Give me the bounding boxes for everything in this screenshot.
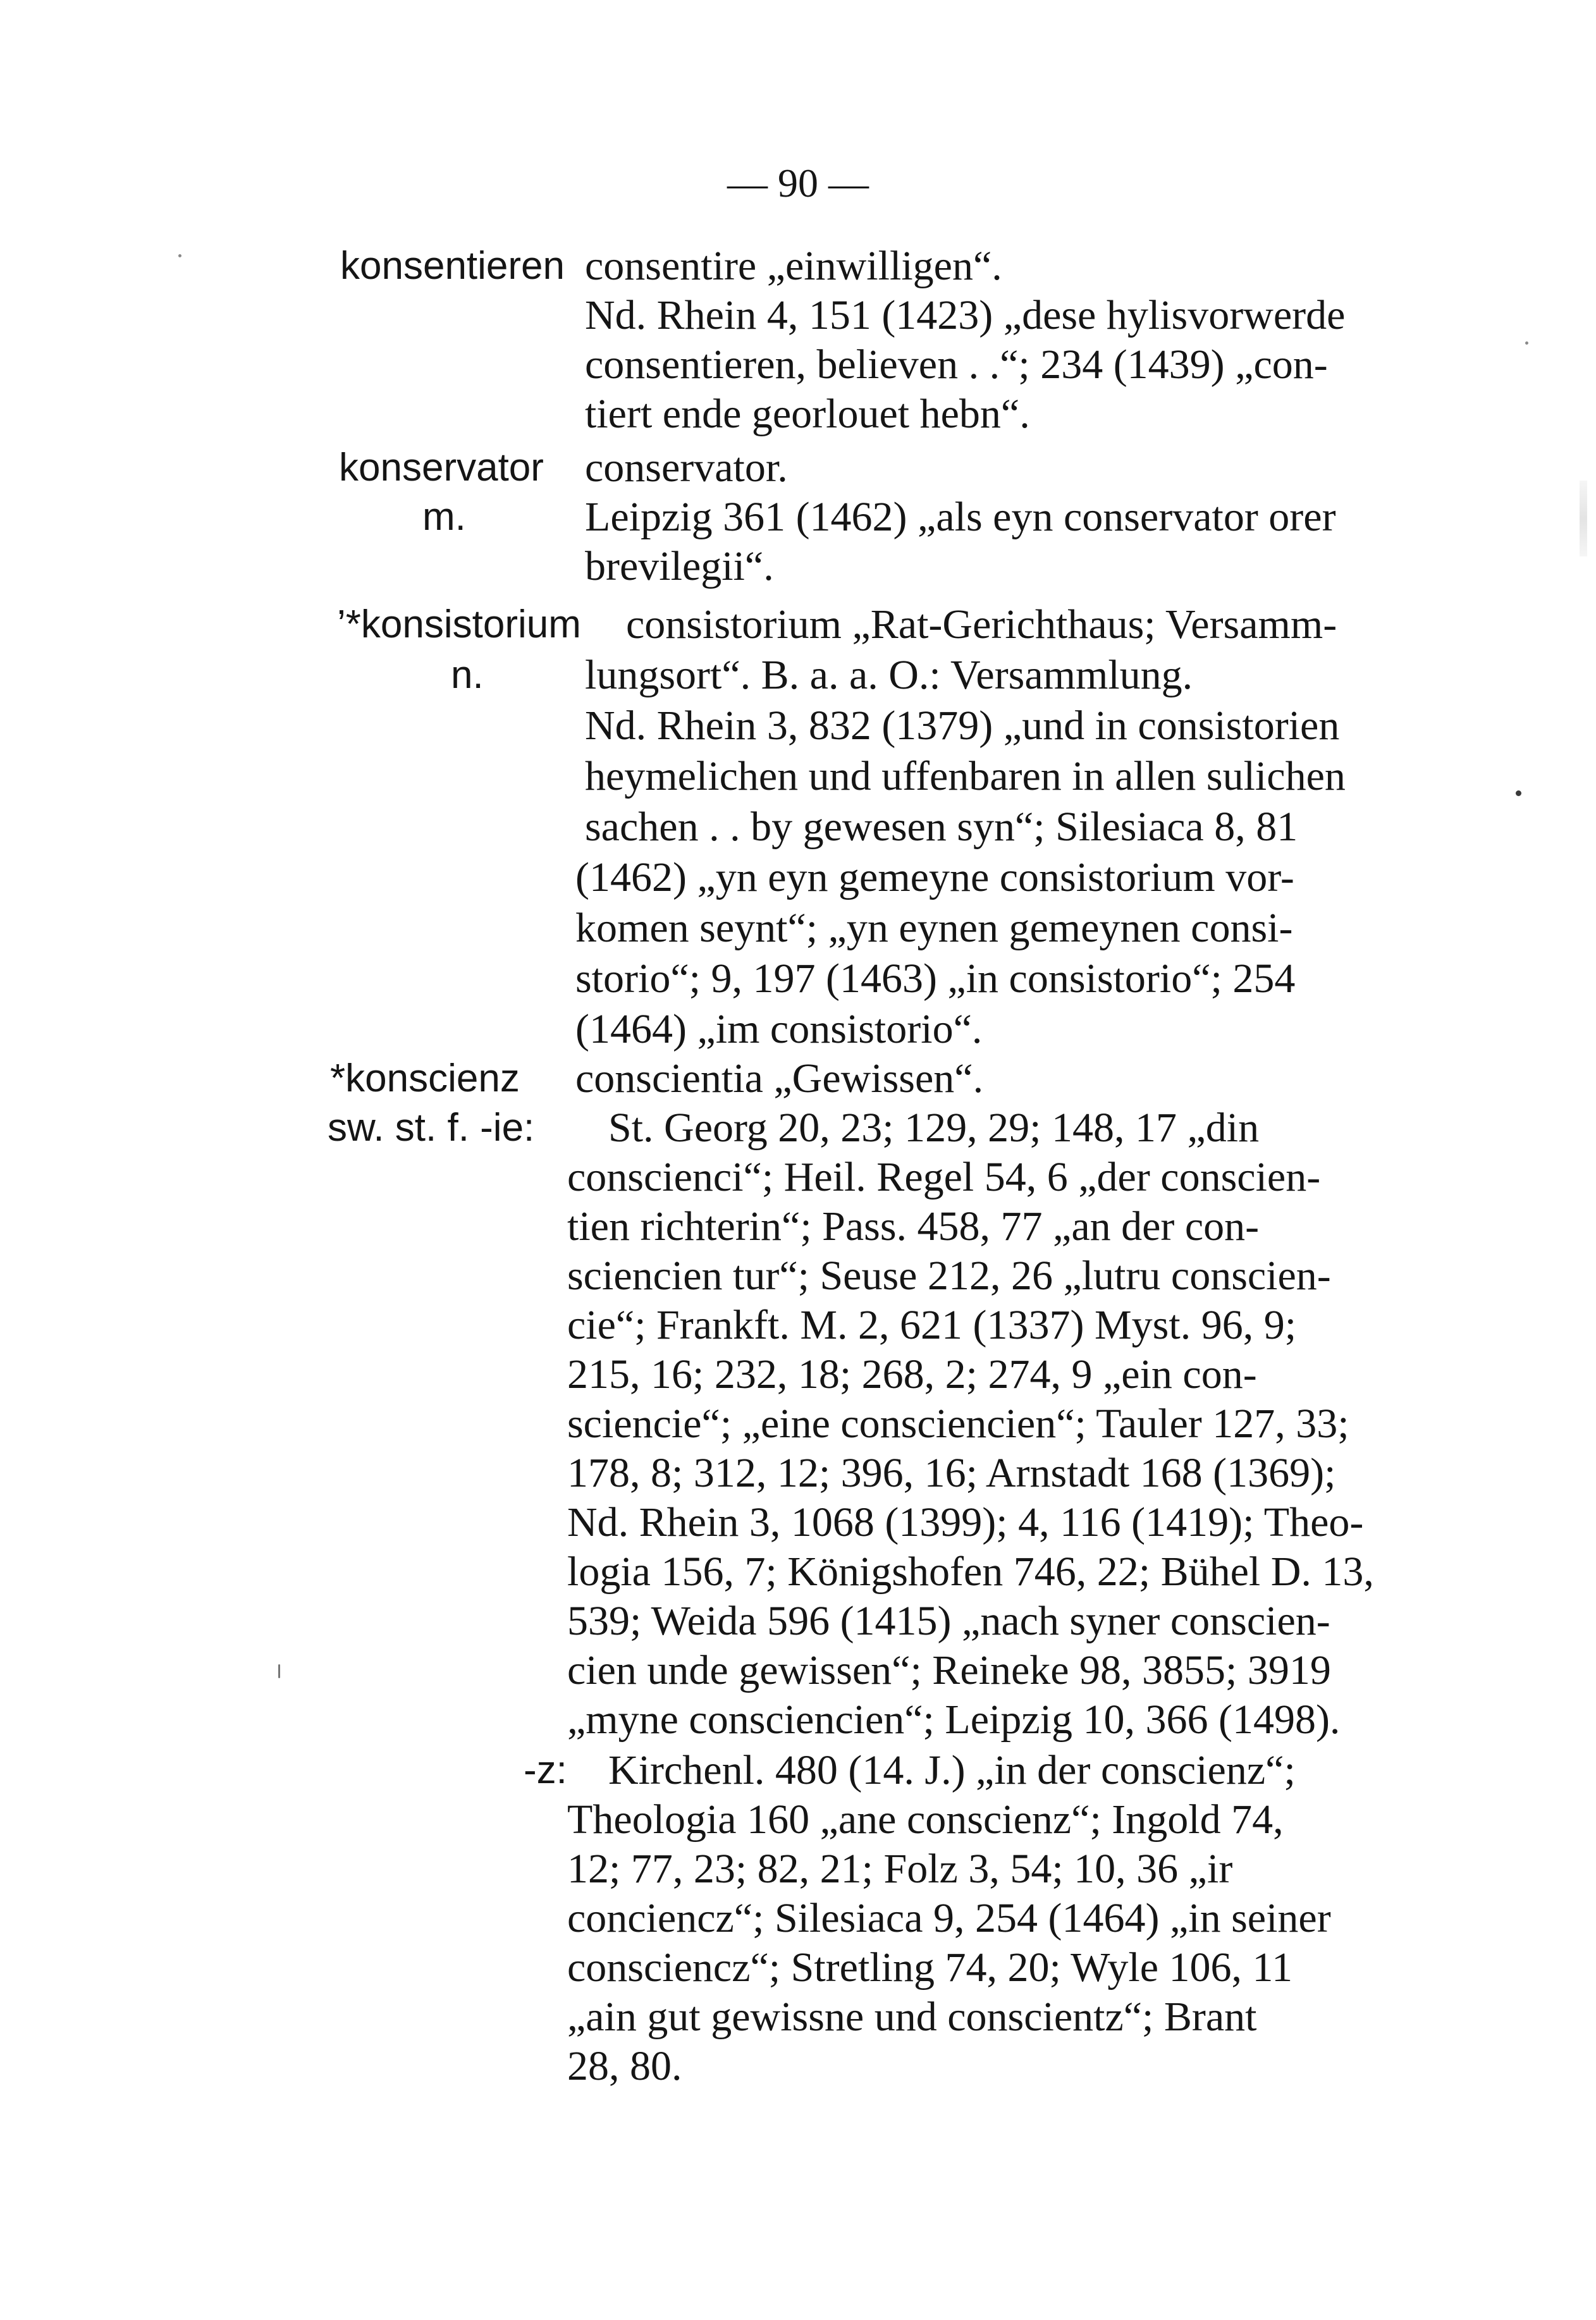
citation-line: sciencien tur“; Seuse 212, 26 „lutru conscien-: [567, 1253, 1331, 1299]
citation-line: 539; Weida 596 (1415) „nach syner conscien-: [567, 1598, 1330, 1644]
citation-line: (1462) „yn eyn gemeyne consistorium vor-: [575, 854, 1294, 900]
citation-line: logia 156, 7; Königshofen 746, 22; Bühel D. 13,: [567, 1549, 1374, 1595]
citation-line: sachen . . by gewesen syn“; Silesiaca 8, 81: [585, 804, 1298, 850]
citation-line: tiert ende georlouet hebn“.: [585, 391, 1030, 437]
citation-line: Nd. Rhein 3, 832 (1379) „und in consistorien: [585, 703, 1340, 749]
citation-line: „ain gut gewissne und conscientz“; Brant: [567, 1994, 1257, 2040]
citation-line: 28, 80.: [567, 2043, 682, 2089]
citation-line: St. Georg 20, 23; 129, 29; 148, 17 „din: [608, 1105, 1260, 1151]
citation-line: conscienci“; Heil. Regel 54, 6 „der conscien-: [567, 1154, 1321, 1200]
lemma-konsentieren: konsentieren: [340, 244, 565, 288]
lemma-konscienz: *konscienz: [330, 1057, 520, 1100]
page-number: — 90 —: [727, 161, 869, 206]
citation-line: 178, 8; 312, 12; 396, 16; Arnstadt 168 (1369);: [567, 1450, 1336, 1496]
citation-line: 215, 16; 232, 18; 268, 2; 274, 9 „ein con-: [567, 1351, 1257, 1397]
lemma-konsistorium: ’*konsistorium: [337, 603, 581, 646]
citation-line: (1464) „im consistorio“.: [575, 1006, 983, 1052]
citation-line: Nd. Rhein 4, 151 (1423) „dese hylisvorwerde: [585, 292, 1346, 338]
variant-label: -z:: [524, 1748, 567, 1792]
citation-line: consentieren, believen . .“; 234 (1439) „con-: [585, 341, 1328, 388]
citation-line: 12; 77, 23; 82, 21; Folz 3, 54; 10, 36 „ir: [567, 1846, 1233, 1892]
citation-line: „myne consciencien“; Leipzig 10, 366 (1498).: [567, 1697, 1341, 1743]
scan-speck: [178, 254, 181, 257]
scan-speck: [278, 1664, 280, 1678]
citation-line: Kirchenl. 480 (14. J.) „in der conscienz“;: [608, 1747, 1296, 1793]
citation-line: Leipzig 361 (1462) „als eyn conservator orer: [585, 494, 1336, 540]
citation-line: tien richterin“; Pass. 458, 77 „an der con-: [567, 1203, 1260, 1249]
grammar-label: n.: [451, 653, 484, 697]
citation-line: consciencz“; Stretling 74, 20; Wyle 106, 11: [567, 1944, 1293, 1991]
grammar-label: sw. st. f. -ie:: [328, 1106, 535, 1150]
citation-line: Theologia 160 „ane conscienz“; Ingold 74,: [567, 1796, 1284, 1843]
scan-speck: [1516, 790, 1521, 796]
citation-line: komen seynt“; „yn eynen gemeynen consi-: [575, 905, 1293, 951]
citation-line: storio“; 9, 197 (1463) „in consistorio“; 254: [575, 955, 1296, 1002]
grammar-label: m.: [422, 495, 466, 539]
citation-line: cie“; Frankft. M. 2, 621 (1337) Myst. 96, 9;: [567, 1302, 1297, 1348]
scan-edge-mark: [1580, 481, 1587, 556]
citation-line: cien unde gewissen“; Reineke 98, 3855; 3919: [567, 1647, 1331, 1693]
lemma-konservator: konservator: [339, 446, 544, 489]
definition-line: conscientia „Gewissen“.: [575, 1055, 984, 1102]
citation-line: conciencz“; Silesiaca 9, 254 (1464) „in seiner: [567, 1895, 1331, 1941]
scan-speck: [1525, 341, 1528, 345]
definition-line: consistorium „Rat-Gerichthaus; Versamm-: [626, 601, 1337, 648]
definition-line: conservator.: [585, 445, 788, 491]
definition-line: lungsort“. B. a. a. O.: Versammlung.: [585, 652, 1193, 698]
definition-line: consentire „einwilligen“.: [585, 243, 1002, 289]
citation-line: Nd. Rhein 3, 1068 (1399); 4, 116 (1419); Theo-: [567, 1499, 1364, 1545]
citation-line: sciencie“; „eine consciencien“; Tauler 127, 33;: [567, 1401, 1349, 1447]
citation-line: brevilegii“.: [585, 543, 774, 589]
citation-line: heymelichen und uffenbaren in allen sulichen: [585, 753, 1346, 799]
